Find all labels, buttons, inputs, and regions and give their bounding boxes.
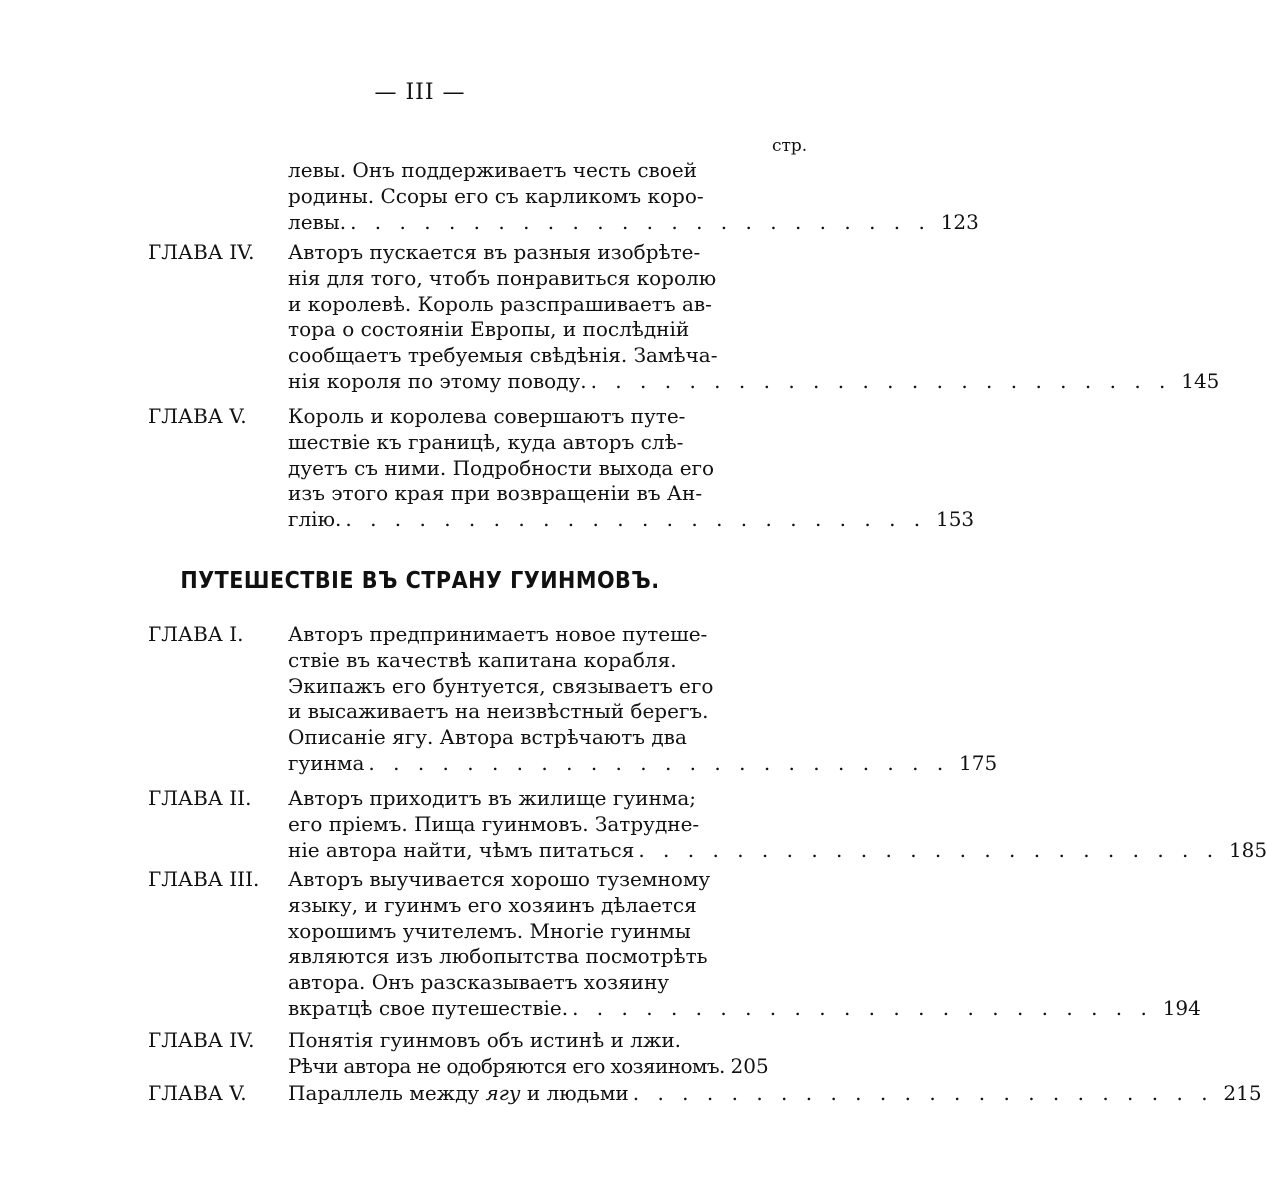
entry-line: Описаніе ягу. Автора встрѣчаютъ два: [288, 725, 687, 750]
page-column-label: стр.: [772, 136, 808, 156]
chapter-label: ГЛАВА I.: [148, 622, 244, 646]
chapter-label: ГЛАВА V.: [148, 1081, 247, 1105]
entry-line: Авторъ предпринимаетъ новое путеше-: [288, 622, 708, 646]
entry-last-line: [288, 750, 998, 777]
entry-description: [288, 1081, 1262, 1107]
entry-line: нія для того, чтобъ понравиться королю: [288, 265, 717, 290]
page-number: 153: [935, 507, 975, 532]
entry-line: ствіе въ качествѣ капитана корабля.: [288, 647, 677, 672]
entry-last-line: [288, 1053, 769, 1080]
entry-description: [288, 622, 998, 777]
entry-line-text: Рѣчи автора не одобряются его хозяиномъ.: [288, 1053, 725, 1078]
entry-description: [288, 1028, 769, 1080]
leader-dots: . . . . . . . . . . . . . . . . . . . . . . . .: [590, 368, 1172, 393]
leader-dots: . . . . . . . . . . . . . . . . . . . . . . . .: [350, 209, 931, 234]
page-number: 145: [1181, 368, 1220, 393]
entry-line: языку, и гуинмъ его хозяинъ дѣлается: [288, 892, 697, 917]
entry-line: изъ этого края при возвращеніи въ Ан-: [288, 481, 703, 506]
entry-last-line: [288, 368, 1220, 395]
leader-dots: . . . . . . . . . . . . . . . . . . . . . . . .: [572, 995, 1153, 1020]
entry-text-part: и людьми: [520, 1081, 629, 1105]
entry-line: и королевѣ. Король разспрашиваетъ ав-: [288, 291, 712, 316]
entry-description: [288, 867, 1201, 1022]
entry-line: родины. Ссоры его съ карликомъ коро-: [288, 183, 704, 208]
entry-line: сообщаетъ требуемыя свѣдѣнія. Замѣча-: [288, 343, 718, 368]
entry-last-line: [288, 1081, 1262, 1107]
entry-line-text: вкратцѣ свое путешествіе.: [288, 995, 569, 1020]
entry-last-line: [288, 995, 1201, 1022]
entry-line: Экипажъ его бунтуется, связываетъ его: [288, 673, 714, 698]
entry-description: [288, 240, 1220, 395]
entry-last-line: [288, 507, 975, 533]
entry-description: [288, 158, 979, 235]
entry-line-text: нія короля по этому поводу.: [288, 368, 587, 393]
entry-line: тора о состояніи Европы, и послѣдній: [288, 317, 690, 342]
page-number: 215: [1223, 1081, 1262, 1105]
page-number: 205: [730, 1053, 769, 1078]
entry-line: Авторъ выучивается хорошо туземному: [288, 867, 711, 891]
chapter-label: ГЛАВА II.: [148, 786, 252, 810]
entry-description: [288, 786, 1267, 863]
entry-line: шествіе къ границѣ, куда авторъ слѣ-: [288, 429, 684, 454]
entry-line: Авторъ приходитъ въ жилище гуинма;: [288, 786, 696, 810]
leader-dots: . . . . . . . . . . . . . . . . . . . . . . . .: [638, 837, 1220, 862]
page-number: 123: [940, 209, 979, 234]
entry-line: Король и королева совершаютъ путе-: [288, 404, 686, 428]
chapter-label: ГЛАВА IV.: [148, 1028, 255, 1052]
entry-line: Понятія гуинмовъ объ истинѣ и лжи.: [288, 1028, 682, 1052]
entry-line: хорошимъ учителемъ. Многіе гуинмы: [288, 918, 691, 943]
entry-line-text: левы.: [288, 209, 347, 234]
chapter-label: ГЛАВА V.: [148, 404, 247, 428]
entry-line-text: гуинма: [288, 750, 365, 775]
entry-text-part: Параллель между: [288, 1081, 486, 1105]
page-number: 194: [1162, 995, 1201, 1020]
entry-line-text: [288, 1081, 629, 1107]
entry-last-line: [288, 837, 1267, 864]
chapter-label: ГЛАВА IV.: [148, 240, 255, 264]
leader-dots: . . . . . . . . . . . . . . . . . . . . . . . .: [632, 1081, 1214, 1105]
entry-line: его пріемъ. Пища гуинмовъ. Затрудне-: [288, 811, 700, 836]
leader-dots: . . . . . . . . . . . . . . . . . . . . . . . .: [368, 750, 950, 775]
entry-line: дуетъ съ ними. Подробности выхода его: [288, 455, 715, 480]
leader-dots: . . . . . . . . . . . . . . . . . . . . . . . .: [345, 507, 927, 532]
entry-last-line: [288, 209, 979, 236]
entry-line: и высаживаетъ на неизвѣстный берегъ.: [288, 699, 709, 724]
entry-line: левы. Онъ поддерживаетъ честь своей: [288, 158, 698, 182]
page-number: 175: [959, 750, 998, 775]
chapter-label: ГЛАВА III.: [148, 867, 260, 891]
entry-line: являются изъ любопытства посмотрѣть: [288, 944, 708, 969]
page-header: — III —: [374, 80, 466, 105]
entry-description: [288, 404, 975, 533]
section-title: ПУТЕШЕСТВІЕ ВЪ СТРАНУ ГУИНМОВЪ.: [180, 568, 660, 594]
page-number: 185: [1228, 837, 1267, 862]
entry-line: автора. Онъ разсказываетъ хозяину: [288, 970, 670, 995]
entry-line-text: ніе автора найти, чѣмъ питаться: [288, 837, 635, 862]
entry-line: Авторъ пускается въ разныя изобрѣте-: [288, 240, 701, 264]
entry-line-text: глію.: [288, 507, 342, 532]
entry-text-italic: ягу: [485, 1081, 521, 1105]
